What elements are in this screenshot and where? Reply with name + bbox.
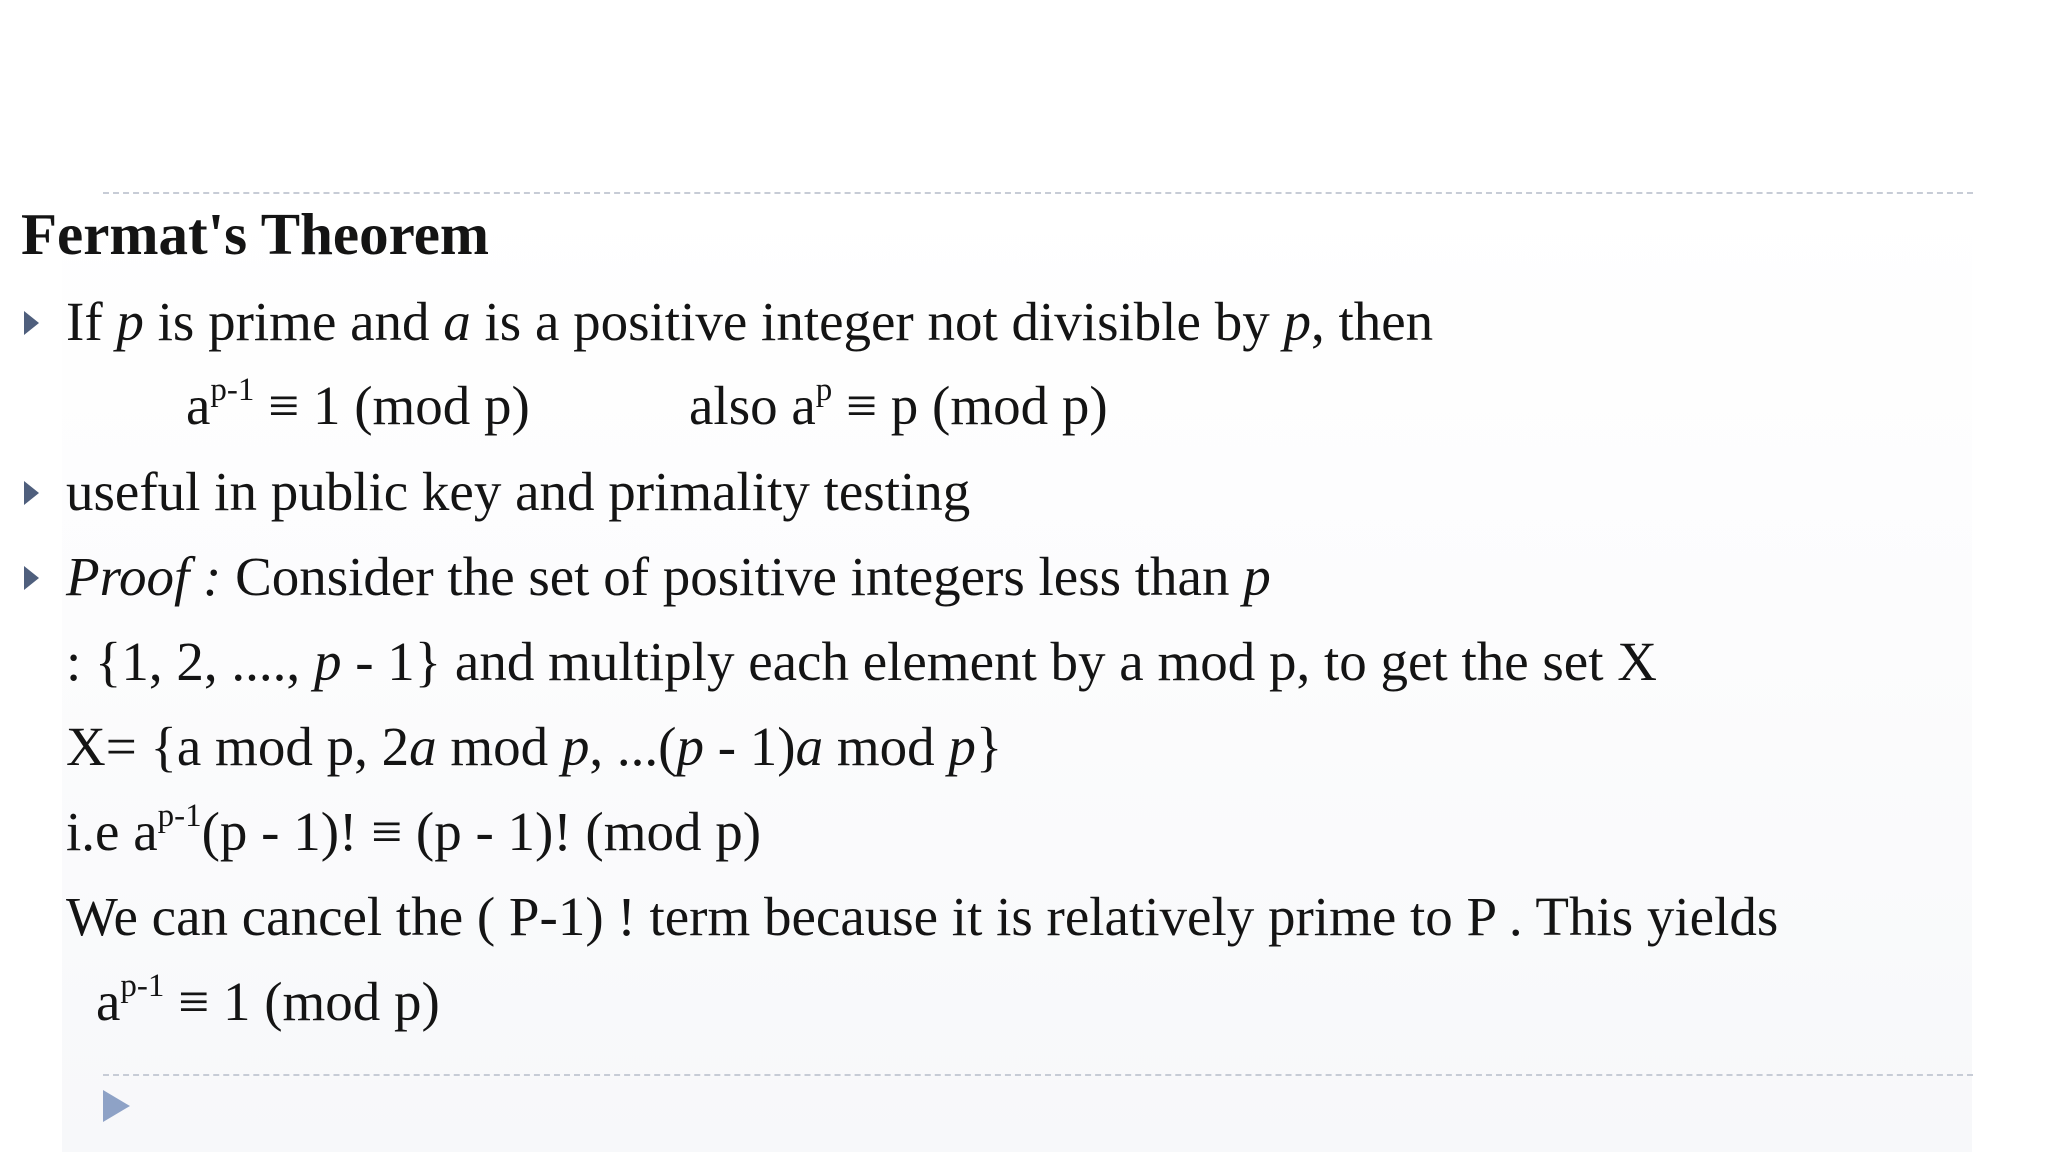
- proof-line-ie: i.e $a^{p-1}(p - 1)$! ≡ (p - 1)! (mod p): [66, 797, 762, 862]
- top-divider: [103, 192, 1973, 194]
- bullet-3-text: Proof : Consider the set of positive integers less than p: [66, 546, 1271, 607]
- bullet-triangle-icon: [24, 481, 39, 505]
- proof-result-equation: $a^{p-1} \equiv 1$ (mod p): [96, 967, 440, 1032]
- equation-1: $a^{p-1} \equiv 1$ (mod p): [186, 371, 530, 436]
- bullet-triangle-icon: [24, 566, 39, 590]
- proof-line-set: : {1, 2, ...., p - 1} and multiply each element by a mod p, to get the set X: [66, 631, 1657, 692]
- bullet-2-text: useful in public key and primality testing: [66, 461, 971, 522]
- bullet-1-text: If p is prime and a is a positive integer not divisible by p, then: [66, 291, 1434, 352]
- footer-triangle-icon: [103, 1090, 130, 1122]
- bullet-triangle-icon: [24, 311, 39, 335]
- proof-line-cancel: We can cancel the ( P-1) ! term because it is relatively prime to P . This yields: [66, 886, 1779, 947]
- proof-line-x: X= {a mod p, 2a mod p, ...(p - 1)a mod p}: [66, 716, 1003, 777]
- equation-2: also $a^p \equiv p$ (mod p): [689, 371, 1108, 436]
- slide-title: Fermat's Theorem: [21, 201, 490, 267]
- bottom-divider: [103, 1074, 1973, 1076]
